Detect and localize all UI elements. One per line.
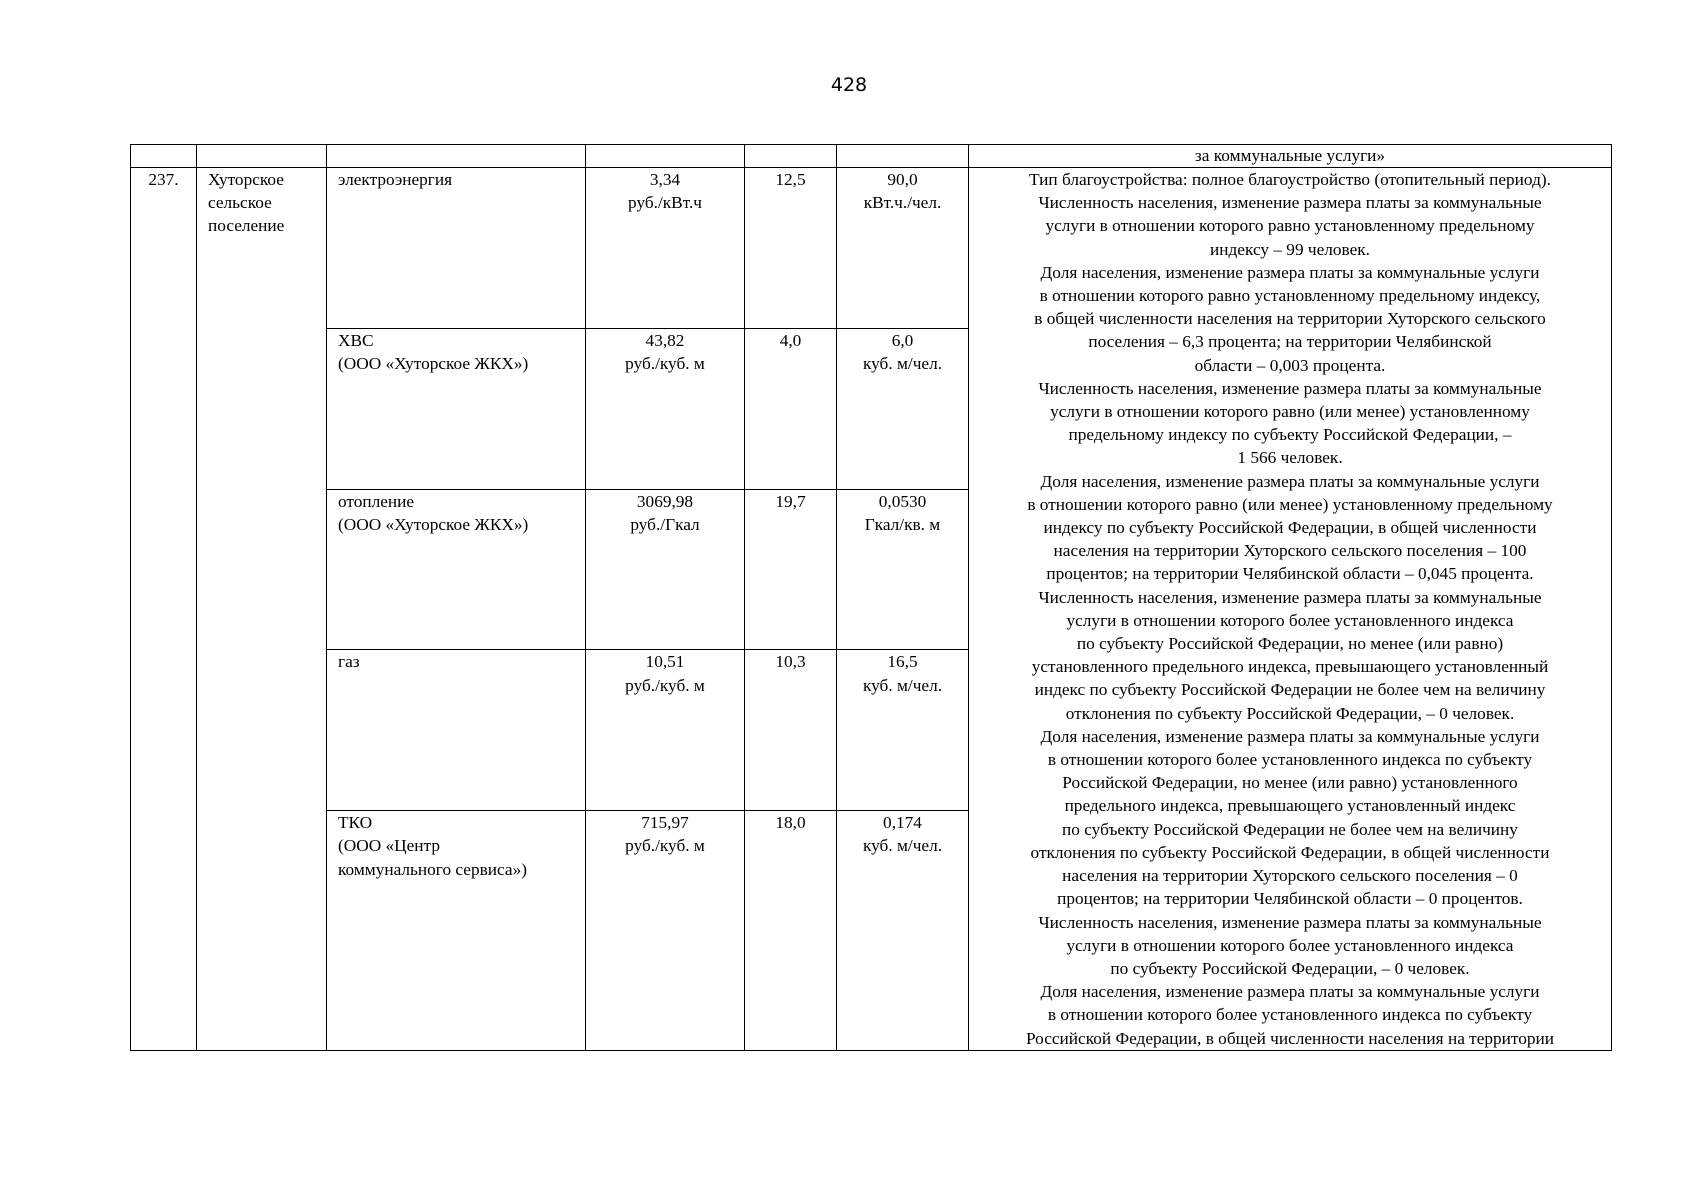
description-line: индексу по субъекту Российской Федерации, в общей численности [1043,518,1537,538]
description-line: по субъекту Российской Федерации, – 0 человек. [1110,958,1470,978]
service-name [327,650,586,811]
empty-cell [327,1048,586,1050]
empty-cell [837,145,969,168]
service-name-line: ХВС [338,330,374,350]
description-line: услуги в отношении которого более установленного индекса [1066,935,1514,955]
description-line: в отношении которого равно установленному предельному индексу, [1039,286,1541,306]
volume-value: 16,5 [887,652,918,672]
service-volume [837,489,969,650]
description-line: в общей численности населения на территории Хуторского сельского [1034,309,1546,329]
tariff-value: 43,82 [645,330,685,350]
page-number: 428 [830,74,868,96]
description-line: населения на территории Хуторского сельского поселения – 0 [1062,866,1518,886]
description-line: по субъекту Российской Федерации не более чем на величину [1062,819,1518,839]
volume-value: 0,0530 [878,491,927,511]
service-tariff [586,168,745,329]
description-line: установленного предельного индекса, превышающего установленный [1031,657,1549,677]
description-cell [969,168,1612,1051]
description-line: предельного индекса, превышающего установленный индекс [1064,796,1516,816]
service-name-line: (ООО «Хуторское ЖКХ») [338,514,529,534]
empty-cell [745,1048,837,1050]
service-tariff [586,328,745,489]
description-line: услуги в отношении которого равно установленному предельному [1045,216,1535,236]
description-line: Доля населения, изменение размера платы за коммунальные услуги [1040,982,1540,1002]
description-line: Тип благоустройства: полное благоустройство (отопительный период). [1029,170,1551,189]
description-line: индексу – 99 человек. [1210,239,1370,259]
description-line: отклонения по субъекту Российской Федерации, – 0 человек. [1065,703,1515,723]
service-name [327,328,586,489]
description-line: Численность населения, изменение размера платы за коммунальные [1038,912,1542,932]
service-tariff [586,650,745,811]
service-row [131,168,1612,329]
description-line: Численность населения, изменение размера платы за коммунальные [1038,587,1542,607]
volume-value: 90,0 [887,170,918,189]
service-tariff [586,811,745,1049]
description-line: по субъекту Российской Федерации, но менее (или равно) [1076,634,1504,654]
description-line: Российской Федерации, но менее (или равно) установленного [1062,773,1518,793]
empty-cell [327,145,586,168]
description-line: в отношении которого равно (или менее) установленному предельному [1027,494,1553,514]
service-growth: 12,5 [745,168,837,329]
service-growth: 10,3 [745,650,837,811]
settlement-name-line: Хуторское [208,170,284,189]
description-line: в отношении которого более установленного индекса по субъекту [1047,1005,1533,1025]
service-tariff [586,489,745,650]
volume-unit: кВт.ч./чел. [863,193,942,213]
volume-value: 6,0 [891,330,914,350]
volume-unit: Гкал/кв. м [864,514,941,534]
service-volume [837,811,969,1049]
service-name [327,489,586,650]
description-line: поселения – 6,3 процента; на территории Челябинской [1088,332,1492,352]
service-name-line: электроэнергия [338,170,453,189]
tariff-unit: руб./Гкал [630,514,700,534]
volume-unit: куб. м/чел. [862,354,943,373]
settlement-name-line: поселение [208,216,285,236]
service-volume [837,168,969,329]
continuation-text: за коммунальные услуги» [969,145,1612,168]
description-line: процентов; на территории Челябинской области – 0,045 процента. [1046,564,1534,584]
service-name-line: отопление [338,491,415,511]
tariff-unit: руб./куб. м [625,675,705,695]
service-growth: 4,0 [745,328,837,489]
settlement-name-line: сельское [208,193,272,213]
empty-cell [586,1048,745,1050]
service-growth: 19,7 [745,489,837,650]
description-line: в отношении которого более установленного индекса по субъекту [1047,750,1533,770]
continuation-row [131,145,1612,168]
empty-cell [745,145,837,168]
tariff-value: 3,34 [649,170,681,189]
description-line: Доля населения, изменение размера платы за коммунальные услуги [1040,262,1540,282]
description-line: услуги в отношении которого более установленного индекса [1066,610,1514,630]
empty-cell [131,145,197,168]
description-line: области – 0,003 процента. [1194,355,1386,375]
description-line: 1 566 человек. [1237,448,1343,468]
volume-value: 0,174 [883,813,922,833]
description-line: Численность населения, изменение размера платы за коммунальные [1038,193,1542,213]
description-line: Доля населения, изменение размера платы за коммунальные услуги [1040,726,1540,746]
tariff-table [130,144,1612,1051]
service-name-line: ТКО [338,813,373,833]
service-volume [837,328,969,489]
description-line: Численность населения, изменение размера платы за коммунальные [1038,378,1542,398]
description-line: предельному индексу по субъекту Российской Федерации, – [1068,425,1512,445]
service-name [327,168,586,329]
empty-cell [837,1048,969,1050]
description-line: Доля населения, изменение размера платы за коммунальные услуги [1040,471,1540,491]
description-line: индекс по субъекту Российской Федерации не более чем на величину [1034,680,1546,700]
tariff-unit: руб./куб. м [625,836,705,856]
description-line: отклонения по субъекту Российской Федерации, в общей численности [1030,842,1550,862]
entry-number: 237. [131,168,197,1051]
empty-cell [197,145,327,168]
description-line: процентов; на территории Челябинской области – 0 процентов. [1057,889,1523,909]
description-line: населения на территории Хуторского сельского поселения – 100 [1053,541,1527,561]
service-name-line: газ [338,652,360,672]
empty-cell [586,145,745,168]
description-line: услуги в отношении которого равно (или менее) установленному [1050,402,1530,422]
service-growth: 18,0 [745,811,837,1049]
volume-unit: куб. м/чел. [862,675,943,695]
tariff-unit: руб./куб. м [625,354,705,373]
volume-unit: куб. м/чел. [862,836,943,856]
service-volume [837,650,969,811]
service-name-line: (ООО «Хуторское ЖКХ») [338,354,529,373]
service-name-line: коммунального сервиса») [338,859,527,879]
settlement-name [197,168,327,1051]
service-name [327,811,586,1049]
description-line: Российской Федерации, в общей численности населения на территории [1025,1028,1555,1048]
tariff-value: 10,51 [645,652,685,672]
tariff-value: 3069,98 [636,491,694,511]
tariff-value: 715,97 [641,813,689,833]
service-name-line: (ООО «Центр [338,836,440,856]
tariff-unit: руб./кВт.ч [628,193,702,213]
